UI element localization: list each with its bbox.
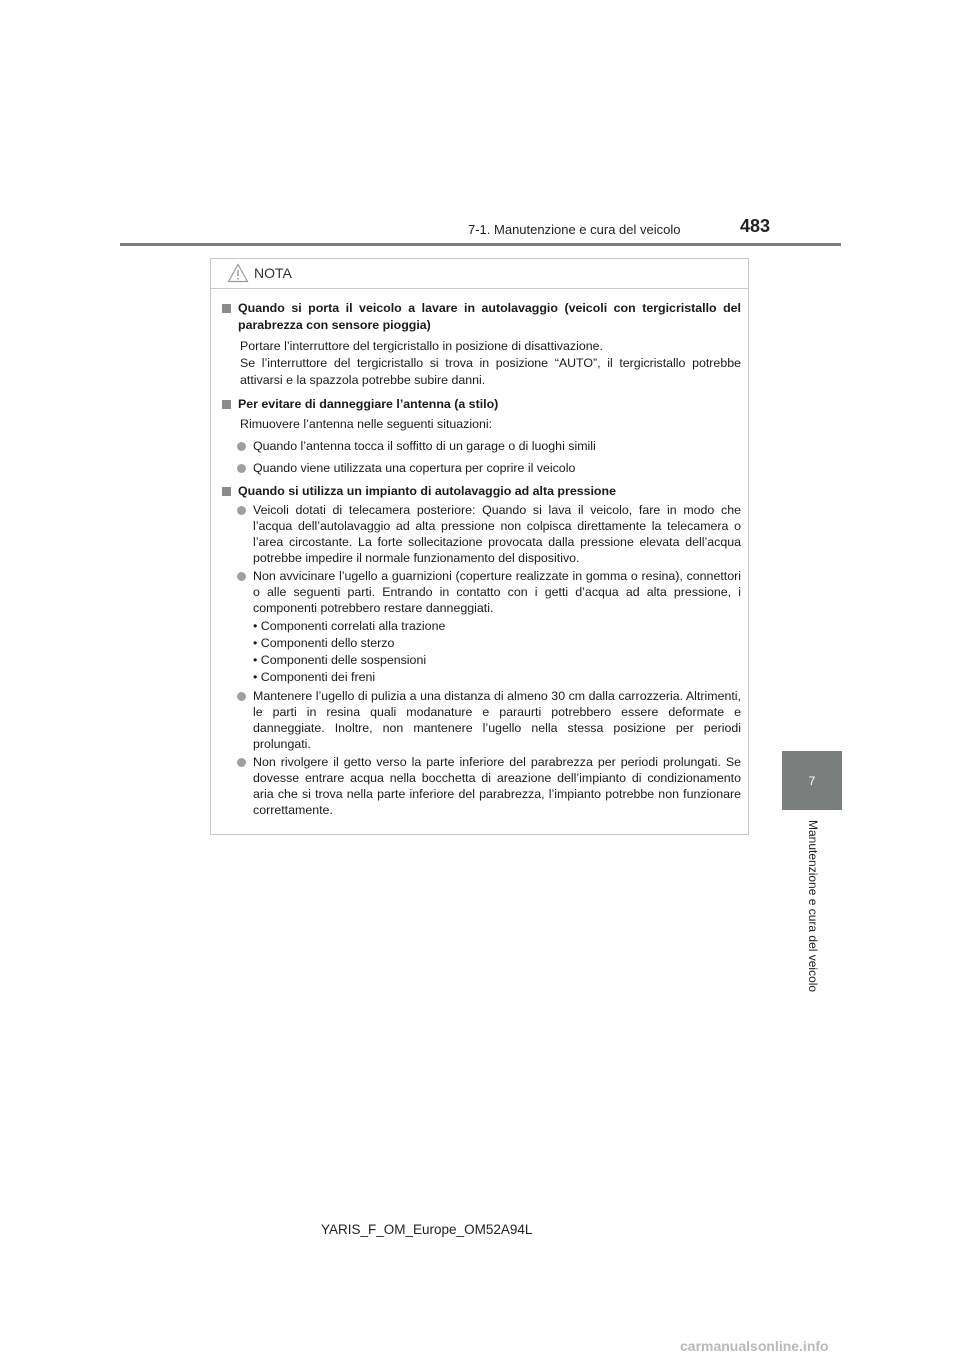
page-number: 483 bbox=[740, 216, 771, 236]
list-item: Quando viene utilizzata una copertura per coprire il veicolo bbox=[220, 460, 741, 477]
note-header bbox=[211, 259, 748, 289]
circle-bullet-icon bbox=[237, 464, 246, 473]
header-section-title: 7-1. Manutenzione e cura del veicolo bbox=[468, 222, 681, 237]
paragraph: Se l’interruttore del tergicristallo si trova in posizione “AUTO”, il tergicristallo potrebbe attivarsi e la spazzola potrebbe subire danni. bbox=[240, 356, 741, 387]
sub-list-item: • Componenti delle sospensioni bbox=[253, 653, 427, 667]
sub-list-item: • Componenti correlati alla trazione bbox=[253, 619, 446, 633]
list-item: Mantenere l’ugello di pulizia a una distanza di almeno 30 cm dalla carrozzeria. Altrimenti, le parti in resina quali modanature e paraurti potrebbero essere deformate e danneggiate. Inoltre, non mantenere l’ugello nella stessa posizione per periodi prolungati. bbox=[220, 688, 741, 752]
paragraph: Portare l’interruttore del tergicristallo in posizione di disattivazione. bbox=[240, 339, 603, 353]
chapter-tab bbox=[782, 751, 842, 810]
sub-list-item: • Componenti dei freni bbox=[253, 670, 376, 684]
sub-list-item: • Componenti dello sterzo bbox=[253, 636, 395, 650]
document-code: YARIS_F_OM_Europe_OM52A94L bbox=[321, 1222, 533, 1237]
square-bullet-icon bbox=[222, 304, 231, 313]
circle-bullet-icon bbox=[237, 506, 246, 515]
section-title: Per evitare di danneggiare l’antenna (a stilo) bbox=[220, 396, 741, 413]
paragraph: Rimuovere l’antenna nelle seguenti situazioni: bbox=[240, 417, 493, 431]
square-bullet-icon bbox=[222, 400, 231, 409]
circle-bullet-icon bbox=[237, 442, 246, 451]
circle-bullet-icon bbox=[237, 572, 246, 581]
warning-triangle-icon bbox=[227, 263, 249, 288]
list-item: Non avvicinare l’ugello a guarnizioni (coperture realizzate in gomma o resina), connettori o alle seguenti parti. Entrando in contatto con i getti d’acqua ad alta pressione, i componenti potrebbero restare danneggiati. bbox=[220, 568, 741, 616]
list-item: Quando l’antenna tocca il soffitto di un garage o di luoghi simili bbox=[220, 438, 741, 455]
note-box bbox=[210, 258, 749, 835]
section-title: Quando si utilizza un impianto di autolavaggio ad alta pressione bbox=[220, 483, 741, 500]
section-title: Quando si porta il veicolo a lavare in autolavaggio (veicoli con tergicristallo del parabrezza con sensore pioggia) bbox=[220, 300, 741, 334]
header-rule bbox=[120, 243, 841, 246]
chapter-title-vertical: Manutenzione e cura del veicolo bbox=[806, 820, 820, 993]
watermark: carmanualsonline.info bbox=[680, 1338, 829, 1354]
circle-bullet-icon bbox=[237, 758, 246, 767]
note-body bbox=[220, 298, 741, 818]
square-bullet-icon bbox=[222, 487, 231, 496]
circle-bullet-icon bbox=[237, 692, 246, 701]
list-item: Non rivolgere il getto verso la parte inferiore del parabrezza per periodi prolungati. Se dovesse entrare acqua nella bocchetta di areazione dell’impianto di condizionamento aria che si trova nella parte inferiore del parabrezza, l’impianto potrebbe non funzionare correttamente. bbox=[220, 754, 741, 818]
chapter-number: 7 bbox=[808, 773, 816, 788]
note-title: NOTA bbox=[254, 265, 292, 281]
list-item: Veicoli dotati di telecamera posteriore: Quando si lava il veicolo, fare in modo che l’acqua dell’autolavaggio ad alta pressione non colpisca direttamente la telecamera o l’area circostante. La forte sollecitazione provocata dalla pressione elevata dell’acqua potrebbe impedire il normale funzionamento del dispositivo. bbox=[220, 502, 741, 566]
